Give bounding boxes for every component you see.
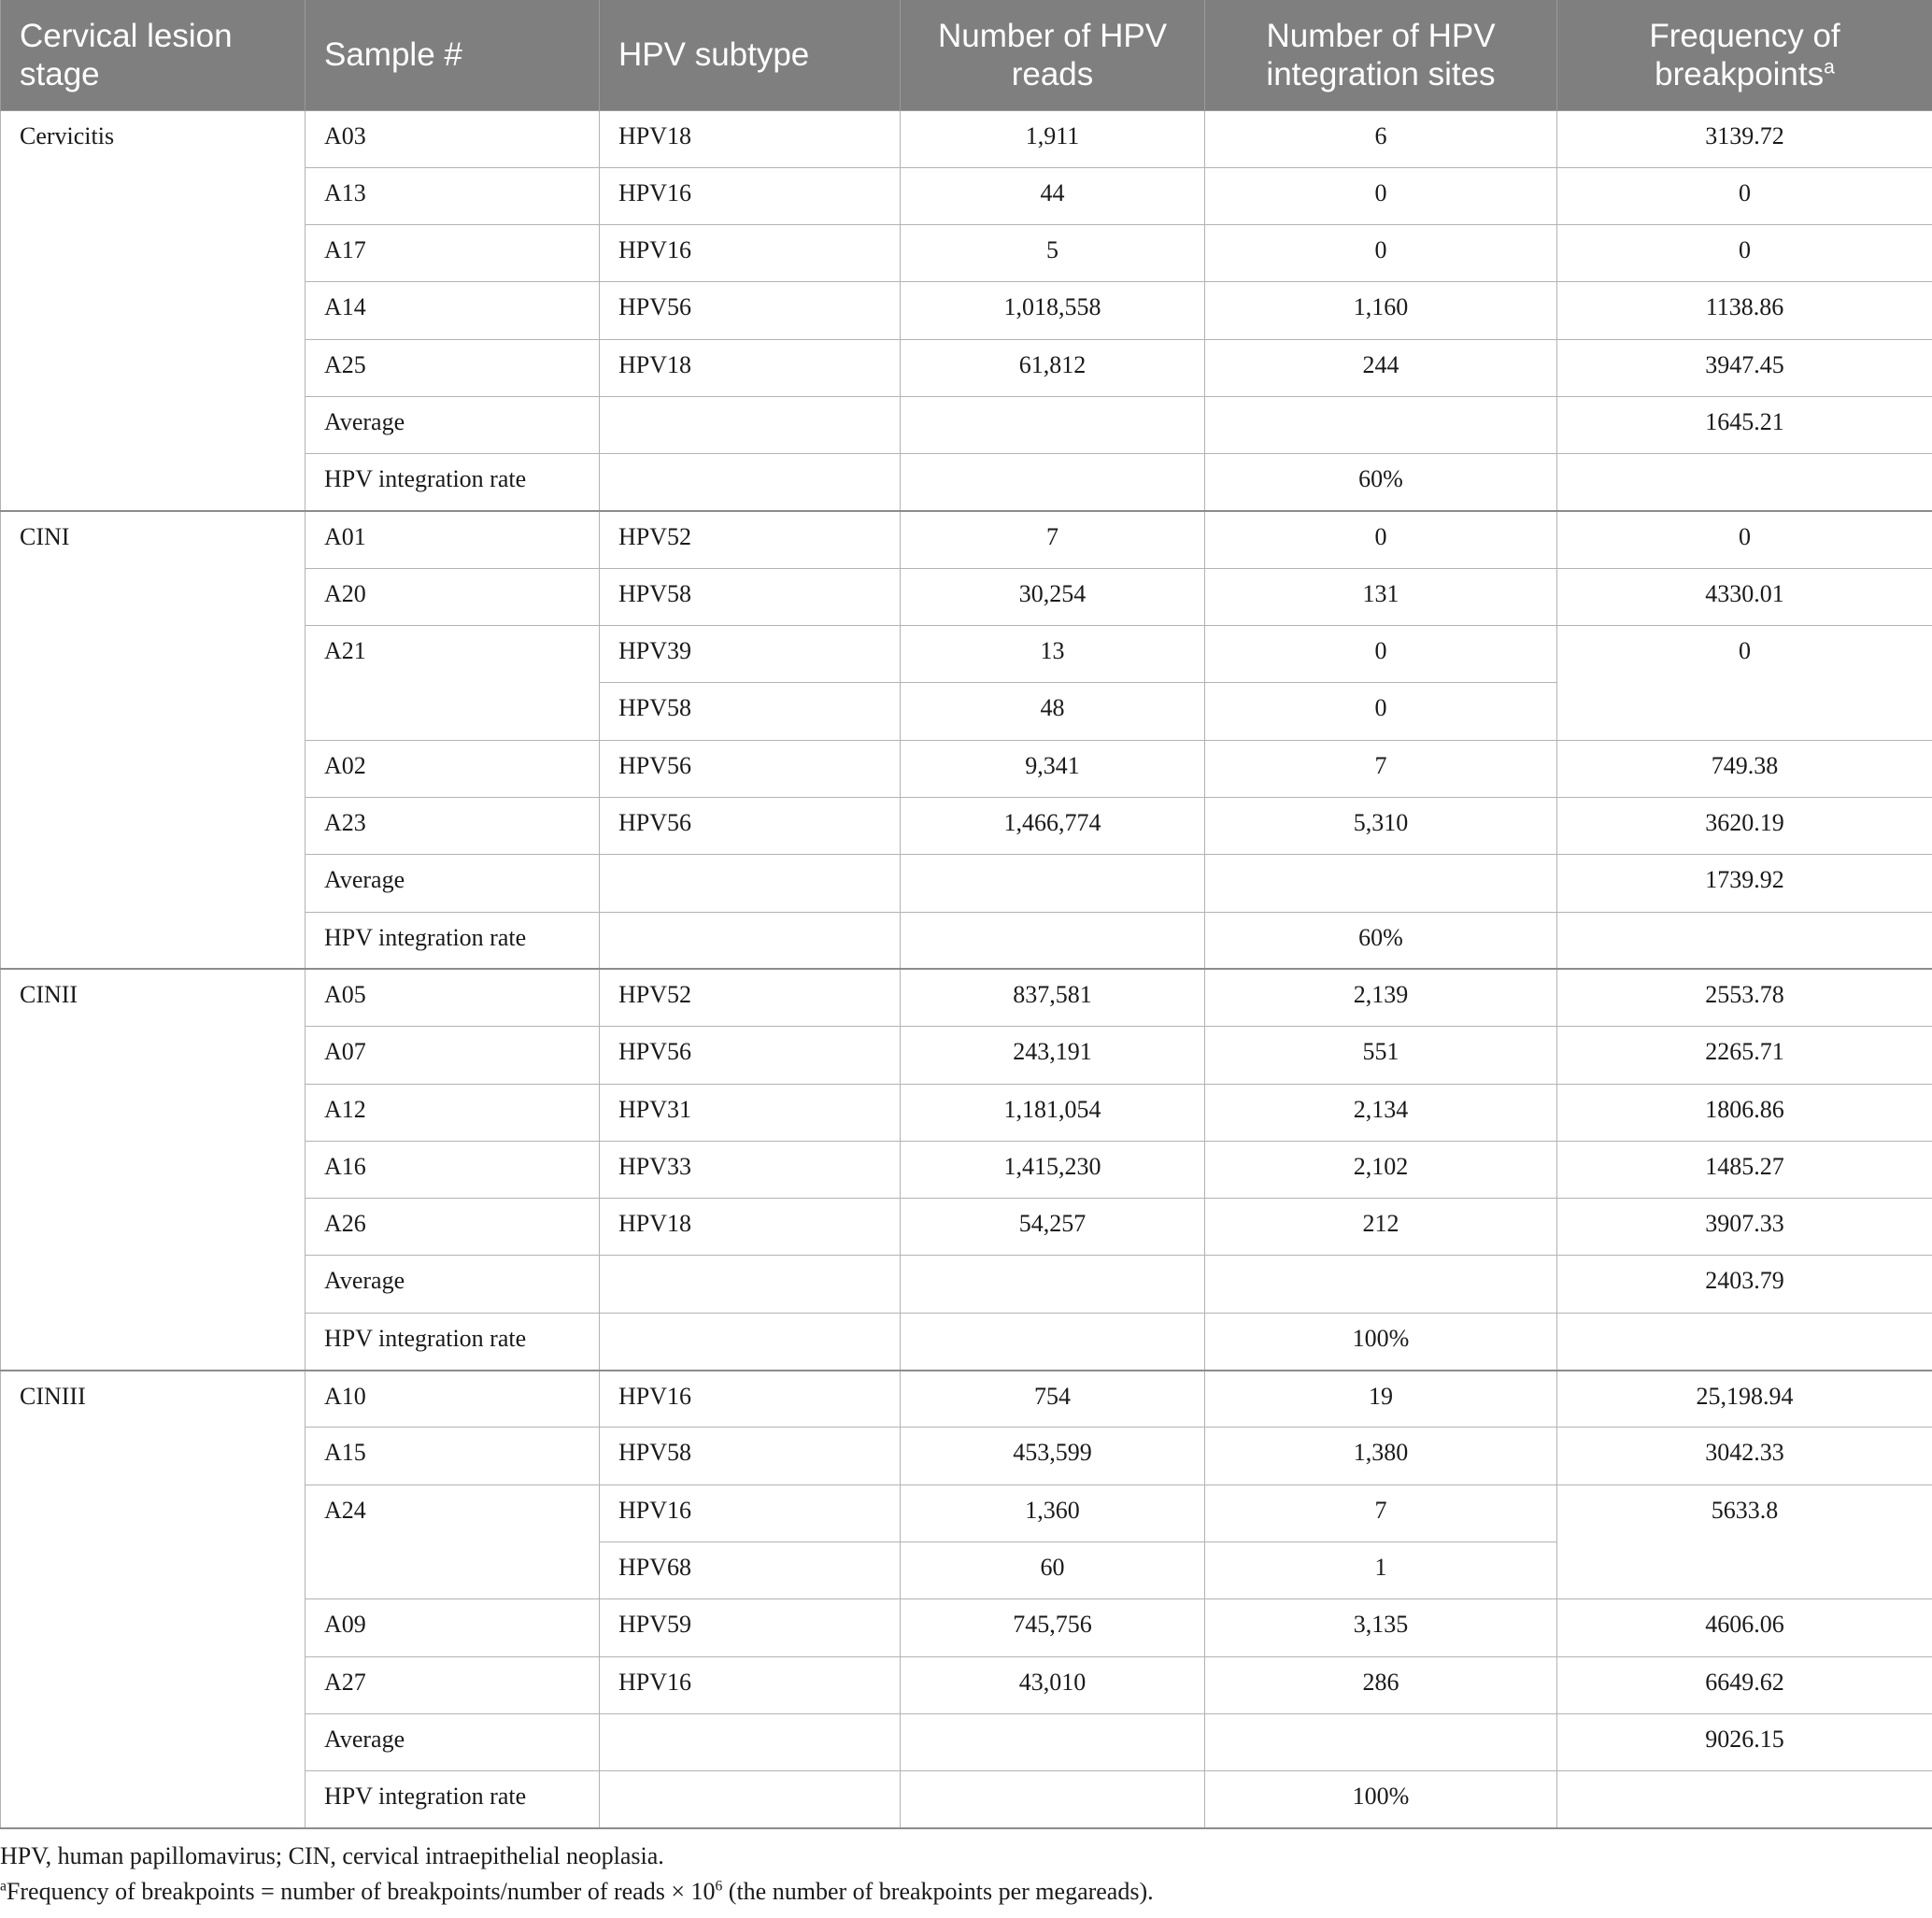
header-sites: Number of HPV integration sites <box>1205 0 1557 110</box>
hpv-reads-cell: 745,756 <box>901 1599 1205 1656</box>
integration-sites-cell: 2,134 <box>1205 1084 1557 1141</box>
empty-cell <box>901 1771 1205 1828</box>
sample-id-cell: A20 <box>305 568 600 625</box>
hpv-subtype-cell: HPV58 <box>600 1428 901 1485</box>
breakpoint-frequency-cell: 6649.62 <box>1557 1656 1932 1713</box>
empty-cell <box>1557 912 1932 969</box>
empty-cell <box>600 1713 901 1770</box>
sample-id-cell: A17 <box>305 225 600 282</box>
average-value-cell: 2403.79 <box>1557 1256 1932 1313</box>
empty-cell <box>901 1256 1205 1313</box>
hpv-reads-cell: 30,254 <box>901 568 1205 625</box>
lesion-stage-cell: CINIII <box>1 1371 305 1828</box>
footnote-a <box>0 1874 1932 1910</box>
sample-id-cell: A13 <box>305 167 600 224</box>
integration-rate-label-cell: HPV integration rate <box>305 1771 600 1828</box>
empty-cell <box>600 855 901 912</box>
integration-sites-cell: 1,160 <box>1205 282 1557 339</box>
header-subtype: HPV subtype <box>600 0 901 110</box>
empty-cell <box>1205 1256 1557 1313</box>
hpv-reads-cell: 43,010 <box>901 1656 1205 1713</box>
integration-rate-value-cell: 60% <box>1205 912 1557 969</box>
integration-sites-cell: 244 <box>1205 339 1557 396</box>
integration-rate-label-cell: HPV integration rate <box>305 454 600 511</box>
header-frequency-text: Frequency of breakpoints <box>1649 17 1840 92</box>
hpv-reads-cell: 1,415,230 <box>901 1141 1205 1198</box>
footnote-a-exponent: 6 <box>715 1878 723 1895</box>
empty-cell <box>600 912 901 969</box>
hpv-subtype-cell: HPV18 <box>600 339 901 396</box>
sample-id-cell: A07 <box>305 1027 600 1084</box>
hpv-subtype-cell: HPV68 <box>600 1542 901 1598</box>
integration-sites-cell: 6 <box>1205 110 1557 167</box>
hpv-subtype-cell: HPV16 <box>600 1656 901 1713</box>
footnote-a-text-2: (the number of breakpoints per megareads). <box>722 1878 1154 1905</box>
hpv-subtype-cell: HPV56 <box>600 282 901 339</box>
sample-id-cell: A23 <box>305 798 600 855</box>
hpv-subtype-cell: HPV56 <box>600 798 901 855</box>
empty-cell <box>901 912 1205 969</box>
empty-cell <box>1205 396 1557 453</box>
breakpoint-frequency-cell: 5633.8 <box>1557 1485 1932 1599</box>
breakpoint-frequency-cell: 1138.86 <box>1557 282 1932 339</box>
breakpoint-frequency-cell: 2265.71 <box>1557 1027 1932 1084</box>
hpv-reads-cell: 61,812 <box>901 339 1205 396</box>
hpv-reads-cell: 54,257 <box>901 1199 1205 1256</box>
integration-sites-cell: 7 <box>1205 740 1557 797</box>
header-row <box>1 0 1932 110</box>
hpv-reads-cell: 7 <box>901 511 1205 568</box>
hpv-reads-cell: 60 <box>901 1542 1205 1598</box>
integration-sites-cell: 5,310 <box>1205 798 1557 855</box>
average-label-cell: Average <box>305 1713 600 1770</box>
hpv-subtype-cell: HPV52 <box>600 511 901 568</box>
lesion-stage-cell: CINII <box>1 969 305 1370</box>
integration-sites-cell: 1,380 <box>1205 1428 1557 1485</box>
average-value-cell: 1739.92 <box>1557 855 1932 912</box>
header-frequency-footnote-mark: a <box>1824 56 1835 78</box>
empty-cell <box>600 1313 901 1370</box>
integration-sites-cell: 0 <box>1205 167 1557 224</box>
footnote-a-text-1: Frequency of breakpoints = number of breakpoints/number of reads × 10 <box>6 1878 716 1905</box>
hpv-subtype-cell: HPV58 <box>600 568 901 625</box>
sample-id-cell: A24 <box>305 1485 600 1599</box>
hpv-subtype-cell: HPV16 <box>600 225 901 282</box>
hpv-reads-cell: 1,181,054 <box>901 1084 1205 1141</box>
lesion-stage-cell: CINI <box>1 511 305 969</box>
hpv-reads-cell: 1,466,774 <box>901 798 1205 855</box>
footnote-a-mark: a <box>0 1878 7 1895</box>
sample-id-cell: A10 <box>305 1371 600 1428</box>
sample-id-cell: A01 <box>305 511 600 568</box>
hpv-subtype-cell: HPV52 <box>600 969 901 1026</box>
integration-sites-cell: 131 <box>1205 568 1557 625</box>
hpv-subtype-cell: HPV16 <box>600 1485 901 1542</box>
sample-id-cell: A15 <box>305 1428 600 1485</box>
breakpoint-frequency-cell: 4330.01 <box>1557 568 1932 625</box>
integration-sites-cell: 286 <box>1205 1656 1557 1713</box>
hpv-subtype-cell: HPV18 <box>600 110 901 167</box>
hpv-reads-cell: 44 <box>901 167 1205 224</box>
empty-cell <box>1557 1771 1932 1828</box>
header-frequency <box>1557 0 1932 110</box>
integration-rate-value-cell: 100% <box>1205 1313 1557 1370</box>
empty-cell <box>901 396 1205 453</box>
sample-id-cell: A14 <box>305 282 600 339</box>
empty-cell <box>600 396 901 453</box>
hpv-subtype-cell: HPV58 <box>600 683 901 740</box>
empty-cell <box>901 855 1205 912</box>
footnote-abbreviations: HPV, human papillomavirus; CIN, cervical intraepithelial neoplasia. <box>0 1842 664 1869</box>
average-label-cell: Average <box>305 1256 600 1313</box>
lesion-stage-cell: Cervicitis <box>1 110 305 511</box>
header-sample: Sample # <box>305 0 600 110</box>
table-body <box>1 110 1932 1828</box>
sample-id-cell: A25 <box>305 339 600 396</box>
integration-sites-cell: 551 <box>1205 1027 1557 1084</box>
breakpoint-frequency-cell: 0 <box>1557 225 1932 282</box>
hpv-reads-cell: 754 <box>901 1371 1205 1428</box>
sample-id-cell: A02 <box>305 740 600 797</box>
integration-sites-cell: 0 <box>1205 511 1557 568</box>
integration-sites-cell: 19 <box>1205 1371 1557 1428</box>
empty-cell <box>901 1713 1205 1770</box>
hpv-subtype-cell: HPV56 <box>600 740 901 797</box>
integration-sites-cell: 0 <box>1205 626 1557 683</box>
integration-sites-cell: 0 <box>1205 683 1557 740</box>
integration-rate-label-cell: HPV integration rate <box>305 912 600 969</box>
breakpoint-frequency-cell: 3042.33 <box>1557 1428 1932 1485</box>
average-value-cell: 9026.15 <box>1557 1713 1932 1770</box>
average-label-cell: Average <box>305 855 600 912</box>
hpv-reads-cell: 9,341 <box>901 740 1205 797</box>
breakpoint-frequency-cell: 3139.72 <box>1557 110 1932 167</box>
table-row <box>1 1371 1932 1428</box>
footnotes <box>0 1839 1932 1910</box>
integration-sites-cell: 1 <box>1205 1542 1557 1598</box>
empty-cell <box>600 454 901 511</box>
integration-sites-cell: 3,135 <box>1205 1599 1557 1656</box>
integration-rate-value-cell: 60% <box>1205 454 1557 511</box>
average-label-cell: Average <box>305 396 600 453</box>
sample-id-cell: A21 <box>305 626 600 741</box>
sample-id-cell: A09 <box>305 1599 600 1656</box>
integration-sites-cell: 2,139 <box>1205 969 1557 1026</box>
hpv-reads-cell: 5 <box>901 225 1205 282</box>
hpv-reads-cell: 837,581 <box>901 969 1205 1026</box>
sample-id-cell: A05 <box>305 969 600 1026</box>
breakpoint-frequency-cell: 4606.06 <box>1557 1599 1932 1656</box>
sample-id-cell: A26 <box>305 1199 600 1256</box>
empty-cell <box>1205 1713 1557 1770</box>
empty-cell <box>1557 1313 1932 1370</box>
sample-id-cell: A27 <box>305 1656 600 1713</box>
integration-rate-label-cell: HPV integration rate <box>305 1313 600 1370</box>
table-row <box>1 969 1932 1026</box>
hpv-reads-cell: 1,911 <box>901 110 1205 167</box>
empty-cell <box>600 1256 901 1313</box>
empty-cell <box>901 454 1205 511</box>
header-reads: Number of HPV reads <box>901 0 1205 110</box>
breakpoint-frequency-cell: 0 <box>1557 511 1932 568</box>
breakpoint-frequency-cell: 749.38 <box>1557 740 1932 797</box>
breakpoint-frequency-cell: 3620.19 <box>1557 798 1932 855</box>
hpv-reads-cell: 453,599 <box>901 1428 1205 1485</box>
integration-sites-cell: 212 <box>1205 1199 1557 1256</box>
average-value-cell: 1645.21 <box>1557 396 1932 453</box>
integration-sites-cell: 7 <box>1205 1485 1557 1542</box>
breakpoint-frequency-cell: 3947.45 <box>1557 339 1932 396</box>
hpv-subtype-cell: HPV16 <box>600 167 901 224</box>
hpv-reads-cell: 1,360 <box>901 1485 1205 1542</box>
table-row <box>1 110 1932 167</box>
header-stage: Cervical lesion stage <box>1 0 305 110</box>
empty-cell <box>1557 454 1932 511</box>
empty-cell <box>600 1771 901 1828</box>
integration-sites-cell: 2,102 <box>1205 1141 1557 1198</box>
hpv-subtype-cell: HPV56 <box>600 1027 901 1084</box>
breakpoint-frequency-cell: 2553.78 <box>1557 969 1932 1026</box>
hpv-subtype-cell: HPV39 <box>600 626 901 683</box>
integration-rate-value-cell: 100% <box>1205 1771 1557 1828</box>
hpv-subtype-cell: HPV18 <box>600 1199 901 1256</box>
hpv-reads-cell: 243,191 <box>901 1027 1205 1084</box>
integration-sites-cell: 0 <box>1205 225 1557 282</box>
hpv-subtype-cell: HPV33 <box>600 1141 901 1198</box>
empty-cell <box>901 1313 1205 1370</box>
breakpoint-frequency-cell: 0 <box>1557 626 1932 741</box>
hpv-reads-cell: 13 <box>901 626 1205 683</box>
hpv-reads-cell: 1,018,558 <box>901 282 1205 339</box>
breakpoint-frequency-cell: 3907.33 <box>1557 1199 1932 1256</box>
table-row <box>1 511 1932 568</box>
breakpoint-frequency-cell: 1485.27 <box>1557 1141 1932 1198</box>
breakpoint-frequency-cell: 1806.86 <box>1557 1084 1932 1141</box>
hpv-subtype-cell: HPV31 <box>600 1084 901 1141</box>
hpv-subtype-cell: HPV59 <box>600 1599 901 1656</box>
breakpoint-frequency-cell: 0 <box>1557 167 1932 224</box>
sample-id-cell: A03 <box>305 110 600 167</box>
breakpoint-frequency-cell: 25,198.94 <box>1557 1371 1932 1428</box>
hpv-subtype-cell: HPV16 <box>600 1371 901 1428</box>
sample-id-cell: A12 <box>305 1084 600 1141</box>
sample-id-cell: A16 <box>305 1141 600 1198</box>
empty-cell <box>1205 855 1557 912</box>
hpv-reads-cell: 48 <box>901 683 1205 740</box>
